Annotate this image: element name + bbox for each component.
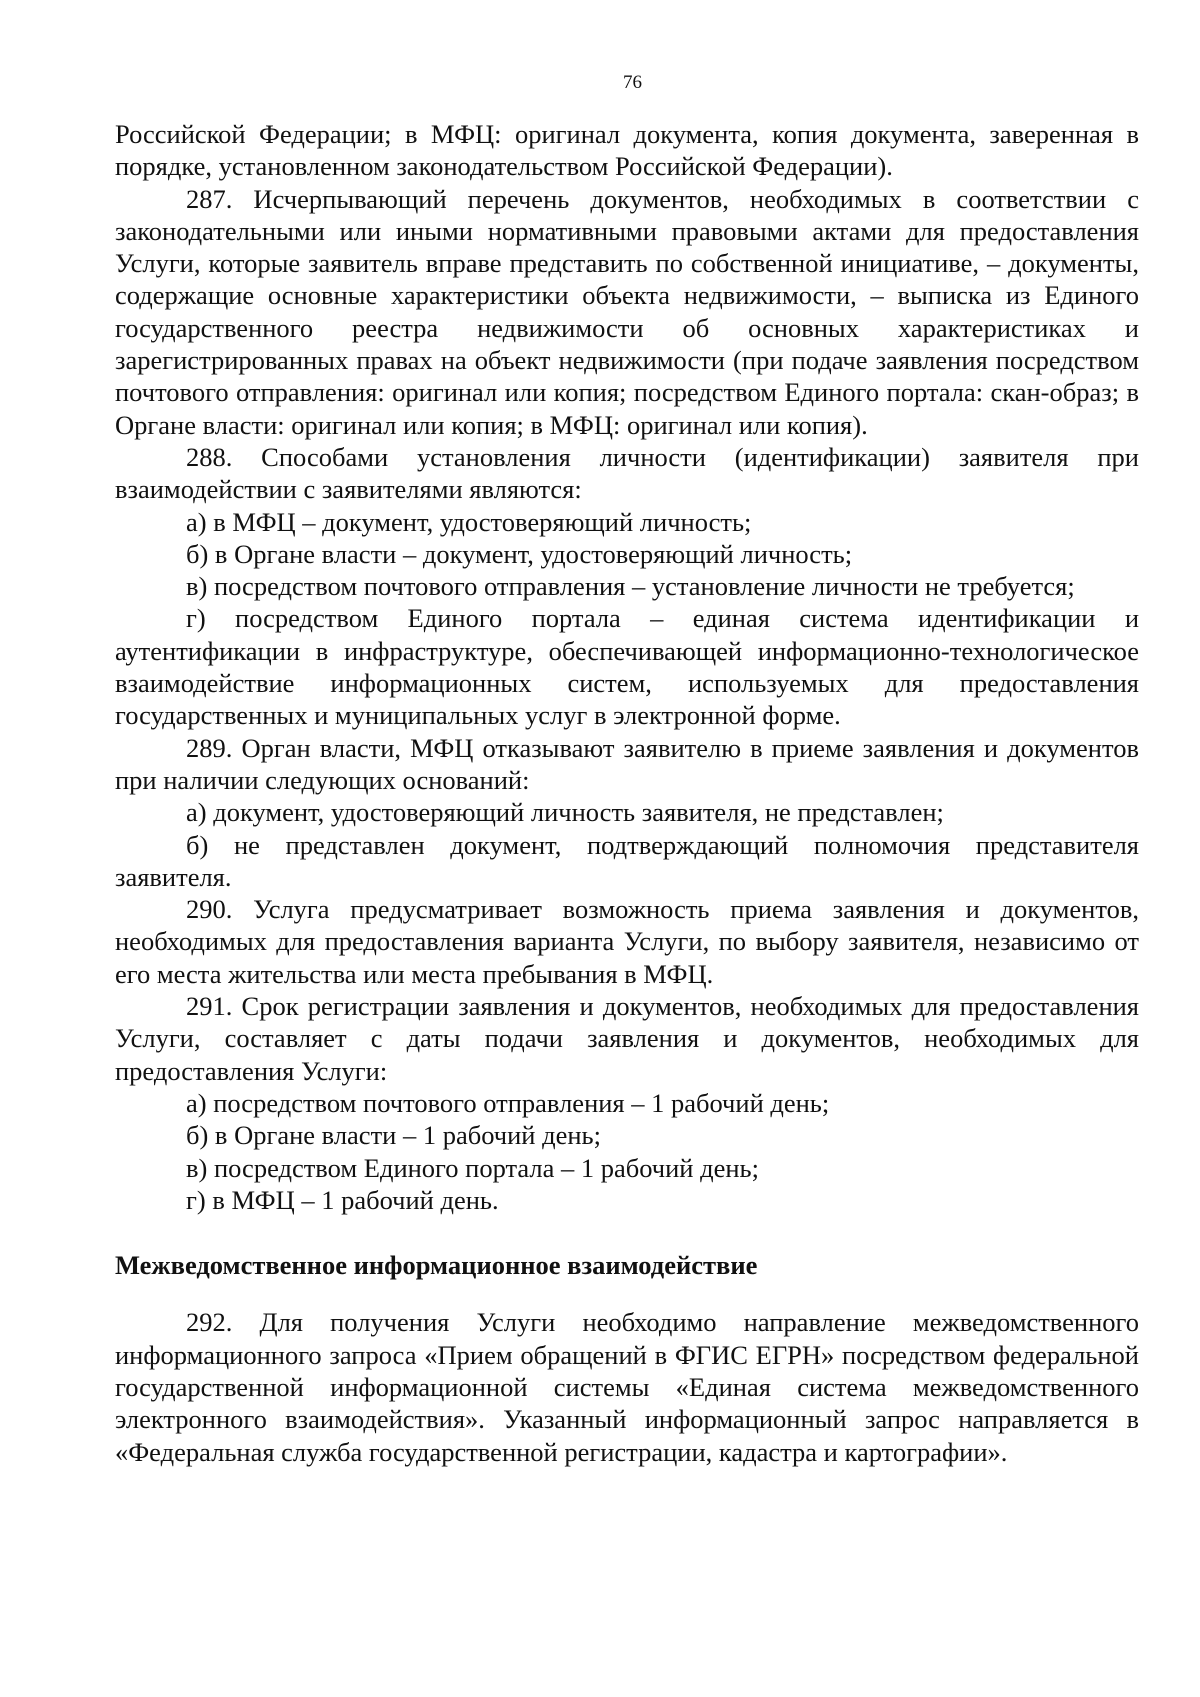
list-item-289-a: а) документ, удостоверяющий личность заявителя, не представлен; (186, 797, 944, 828)
list-item-288-a: а) в МФЦ – документ, удостоверяющий личность; (186, 506, 752, 537)
list-item-288-b: б) в Органе власти – документ, удостоверяющий личность; (186, 538, 853, 569)
section-heading: Межведомственное информационное взаимодействие (115, 1250, 758, 1281)
paragraph-289: 289. Орган власти, МФЦ отказывают заявителю в приеме заявления и документов при наличии следующих оснований: (115, 732, 1139, 795)
list-item-291-g: г) в МФЦ – 1 рабочий день. (186, 1184, 499, 1215)
list-item-291-b: б) в Органе власти – 1 рабочий день; (186, 1120, 601, 1151)
list-item-288-v: в) посредством почтового отправления – установление личности не требуется; (186, 571, 1075, 602)
paragraph-288: 288. Способами установления личности (идентификации) заявителя при взаимодействии с заявителями являются: (115, 441, 1139, 505)
list-item-288-g: г) посредством Единого портала – единая система идентификации и аутентификации в инфраструктуре, обеспечивающей информационно-технологическое взаимодействие информационных систем, используемых для предоставления государственных и муниципальных услуг в электронной форме. (115, 603, 1139, 731)
paragraphs-before-heading (115, 118, 1139, 1216)
page-number: 76 (623, 72, 642, 93)
list-item-289-b: б) не представлен документ, подтверждающий полномочия представителя заявителя. (115, 829, 1139, 892)
list-item-291-a: а) посредством почтового отправления – 1 рабочий день; (186, 1087, 830, 1118)
paragraph-292: 292. Для получения Услуги необходимо направление межведомственного информационного запроса «Прием обращений в ФГИС ЕГРН» посредством федеральной государственной информационной системы «Единая система межведомственного электронного взаимодействия». Указанный информационный запрос направляется в «Федеральная служба государственной регистрации, кадастра и картографии». (115, 1307, 1139, 1467)
list-item-291-v: в) посредством Единого портала – 1 рабочий день; (186, 1152, 759, 1183)
paragraph-continuation: Российской Федерации; в МФЦ: оригинал документа, копия документа, заверенная в порядке, установленном законодательством Российской Федерации). (115, 119, 1139, 182)
paragraph-290: 290. Услуга предусматривает возможность приема заявления и документов, необходимых для предоставления варианта Услуги, по выбору заявителя, независимо от его места жительства или места пребывания в МФЦ. (115, 894, 1139, 989)
document-body (115, 118, 1139, 1468)
paragraphs-after-heading (115, 1306, 1139, 1467)
paragraph-291: 291. Срок регистрации заявления и документов, необходимых для предоставления Услуги, составляет с даты подачи заявления и документов, необходимых для предоставления Услуги: (115, 991, 1139, 1086)
paragraph-287: 287. Исчерпывающий перечень документов, необходимых в соответствии с законодательными или иными нормативными правовыми актами для предоставления Услуги, которые заявитель вправе представить по собственной инициативе, – документы, содержащие основные характеристики объекта недвижимости, – выписка из Единого государственного реестра недвижимости об основных характеристиках и зарегистрированных правах на объект недвижимости (при подаче заявления посредством почтового отправления: оригинал или копия; посредством Единого портала: скан-образ; в Органе власти: оригинал или копия; в МФЦ: оригинал или копия). (115, 183, 1139, 440)
